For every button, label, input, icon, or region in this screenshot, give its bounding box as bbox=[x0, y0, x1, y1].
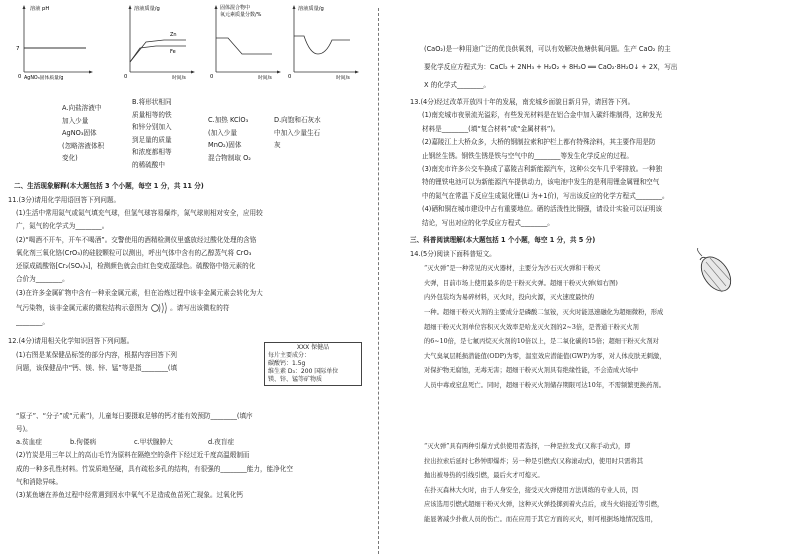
graph-d-ylabel: 溶液质量/g bbox=[298, 6, 324, 12]
q12-line: (3)某鱼塘在养鱼过程中经常遇到因水中氧气不足造成鱼苗死亡现象。过氧化钙 bbox=[16, 491, 243, 500]
q13-line: (4)硒和铜在城市建设中占有重要地位。硒的活泼性比铜强，请设计实验可以证明该 bbox=[422, 205, 663, 214]
graph-b-ylabel: 溶液质量/g bbox=[134, 6, 160, 12]
supplement-label-line: 镁、锌、锰等矿物质 bbox=[268, 376, 323, 383]
supplement-label-line: 维生素 D₃：200 国际单位 bbox=[268, 368, 339, 375]
option-a-line: (忽略溶液体积 bbox=[62, 141, 105, 150]
supplement-label bbox=[264, 342, 362, 386]
graph-b-origin: 0 bbox=[124, 74, 128, 80]
q12-line: 气和消除异味。 bbox=[16, 478, 63, 487]
option-a bbox=[62, 102, 104, 165]
section-3-heading: 三、科普阅读理解(本大题包括 1 个小题，每空 1 分，共 5 分) bbox=[410, 236, 596, 244]
option-c-line: MnO₂)固体 bbox=[208, 141, 242, 150]
graph-d-xlabel: 时间/s bbox=[336, 76, 350, 81]
q11-body bbox=[16, 207, 263, 329]
option-b-line: 和锌分别加入 bbox=[132, 123, 172, 132]
q11-line bbox=[16, 300, 263, 316]
section-2-heading: 二、生活现象解释(本大题包括 3 个小题，每空 1 分，共 11 分) bbox=[14, 182, 204, 190]
q14-para-1a bbox=[424, 262, 704, 306]
q11-line: (1)生活中常用氮气或氮气填充气球，但氢气球容易爆炸，氮气球则相对安全，应用较 bbox=[16, 209, 263, 217]
supplement-label-line: 碳酸钙：1.5g bbox=[268, 360, 306, 367]
graph-a-origin: 0 bbox=[18, 74, 22, 80]
q12-choice-d: d.夜盲症 bbox=[208, 438, 235, 447]
graph-c-ylabel: 固体混合物中 bbox=[220, 5, 251, 11]
q13-line: (3)南充市许多公交车换成了嘉陵吉利新能源汽车，这种公交车几乎零排放。一种独 bbox=[422, 165, 663, 174]
fire-extinguisher-ball-icon bbox=[694, 248, 738, 298]
q11-line-text: 气污染物，该非金属元素的微粒结构示意图为 bbox=[16, 304, 148, 313]
graph-a-xlabel: AgNO₃固体质量/g bbox=[24, 76, 64, 81]
q13-line: (1)南充城市夜景流光溢彩，有些发光材料是在铝合金中加入碳纤维制得，这种发光 bbox=[422, 111, 663, 120]
q12-choice-a: a.贫血症 bbox=[16, 438, 42, 447]
para-line: 应该选用引燃式超细干粉灭火弹，这种灭火弹投掷到着火点后，或当火焰接近等引燃， bbox=[424, 501, 664, 509]
option-b-line: B.将形状相同 bbox=[132, 98, 172, 106]
graph-a-yval: 7 bbox=[16, 46, 20, 52]
option-c-line: 混合物制取 O₂ bbox=[208, 153, 251, 162]
option-a-line: 加入少量 bbox=[62, 116, 89, 125]
supplement-label-line: 每片主要成分： bbox=[268, 352, 311, 359]
graph-b bbox=[116, 2, 196, 84]
q12-choice-b: b.佝偻病 bbox=[70, 438, 97, 447]
q12-line: 问题，该保健品中“钙、镁、锌、锰”等是指________(填 bbox=[16, 364, 178, 373]
para-line: 内外包装均为易碎材料，灭火时，投向火源，灭火速度最快的 bbox=[424, 294, 595, 302]
option-b-line: 质量相等的铁 bbox=[132, 110, 172, 119]
graph-c bbox=[202, 2, 282, 84]
q12-line: 成的一种多孔性材料。竹炭质地坚硬，具有疏松多孔的结构，有很强的________能力，能净化空 bbox=[16, 464, 293, 473]
option-b-line: 到足量的质量 bbox=[132, 135, 172, 144]
option-c bbox=[208, 114, 251, 164]
option-a-line: A.向盐溶液中 bbox=[62, 104, 102, 112]
supplement-label-title: XXX 保健品 bbox=[296, 344, 330, 351]
graph-d-origin: 0 bbox=[288, 74, 292, 80]
right-block-a bbox=[424, 40, 677, 94]
para-line: 在扑灭森林大火时，由于人身安全，接受灭火弹使用方法训练的专业人员，因 bbox=[424, 486, 639, 494]
q11-line: 氧化剂三氧化铬(CrO₃)的硅胶颗粒可以测出，呼出气体中含有的乙醇蒸气将 CrO₃ bbox=[16, 248, 252, 257]
para-line: 的6~10倍，是七氟丙烷灭火剂的10倍以上，是二氧化碳的15倍；超细干粉灭火剂对 bbox=[424, 338, 659, 346]
option-a-line: 变化) bbox=[62, 154, 78, 163]
q13-line: 止钢丝生锈。钢铁生锈是铁与空气中的________等发生化学反应的过程。 bbox=[422, 151, 633, 160]
graph-c-xlabel: 时间/s bbox=[258, 76, 272, 81]
option-d-line: D.向饱和石灰水 bbox=[274, 116, 321, 124]
q13-line: 结论，写出对应的化学反应方程式________。 bbox=[422, 218, 554, 227]
graph-b-series-zn: Zn bbox=[170, 32, 177, 38]
atom-structure-icon bbox=[150, 301, 168, 315]
graph-a-ylabel: 溶液 pH bbox=[30, 6, 50, 12]
q12-line: (2)竹炭是用三年以上的高山毛竹为原料在隔绝空的条件下经过近千度高温煅制而 bbox=[16, 451, 250, 460]
option-d-line: 灰 bbox=[274, 141, 281, 150]
q13-line: 中的氮气在常温下反应生成氮化锂(Li 为+1价)，写出该反应的化学方程式________。 bbox=[422, 191, 669, 200]
option-b bbox=[132, 96, 172, 172]
para-line: 抛出被导热的引线引燃，最后火才可熄灭。 bbox=[424, 472, 544, 480]
right-line: (CaO₂)是一种用途广泛的优良供氧剂，可以有效解决鱼塘供氧问题。生产 CaO₂ 的主 bbox=[424, 45, 671, 53]
option-c-line: C.加热 KClO₃ bbox=[208, 116, 249, 124]
option-d bbox=[274, 114, 321, 152]
graph-b-series-fe: Fe bbox=[170, 49, 176, 55]
q12-heading: 12.(4分)请用相关化学知识回答下列问题。 bbox=[8, 337, 134, 345]
q13-line: (2)嘉陵江上大桥众多，大桥的钢制拉索和护栏上都有特殊涂料，其主要作用是防 bbox=[422, 138, 656, 147]
para-line: 人员中毒或窒息死亡。同时，超细干粉灭火剂储存期限可达10年，不需频繁更换药剂。 bbox=[424, 381, 665, 389]
column-divider bbox=[378, 8, 379, 554]
q11-line: 广，氮气的化学式为________。 bbox=[16, 222, 109, 231]
q14-heading: 14.(5分)阅读下面科普短文。 bbox=[410, 250, 496, 258]
q14-para-1b bbox=[424, 306, 666, 394]
q11-line: ________。 bbox=[16, 318, 49, 327]
para-line: 火弹，目前市场上使用最多的是干粉灭火弹。超细干粉灭火弹(如右图) bbox=[424, 279, 618, 287]
q12-choices bbox=[16, 436, 370, 449]
right-line: 要化学反应方程式为：CaCl₂ + 2NH₃ + H₂O₂ + 8H₂O ══ CaO₂·8H₂O↓ + 2X，写出 bbox=[424, 63, 678, 71]
graph-b-xlabel: 时间/s bbox=[172, 76, 186, 81]
graph-a bbox=[10, 2, 96, 84]
q12-line: “原子”、“分子”或“元素”)，儿童每日要摄取足够的钙才能有效预防________(填序 bbox=[16, 411, 253, 420]
para-line: 对保护物无腐蚀，无毒无害；超细干粉灭火剂具有绝缘性能，不会造成火场中 bbox=[424, 367, 639, 375]
para-line: 能显著减少扑救人员的伤亡。而在应用于其它方面的灭火，则可根据场地情况选用， bbox=[424, 515, 657, 523]
para-line: 大气臭氧层耗损潜能值(ODP)为零，温室效应潜能值(GWP)为零，对人体皮肤无刺激， bbox=[424, 352, 666, 360]
q12-line: (1)右图是某保健品标签的部分内容，根据内容回答下列 bbox=[16, 351, 177, 359]
para-line: 一种。超细干粉灭火剂的主要成分是磷酸二氢铵，灭火时能迅速融化为超细微粉，形成 bbox=[424, 309, 664, 316]
para-line: 拉出拉索后延时七秒钟即爆炸；另一种是引燃式(又称滚动式)，使用时只需将其 bbox=[424, 457, 644, 465]
para-line: “灭火弹”是一种常见的灭火器材，主要分为沙石灭火弹和干粉灭 bbox=[424, 265, 601, 272]
graph-c-ylabel2: 氧元素质量分数/% bbox=[220, 12, 262, 18]
q13-line: 13.(4分)经过改革开放四十年的发展，南充城乡面貌日新月异，请回答下列。 bbox=[410, 98, 635, 106]
q13-line: 材料是________(填“复合材料”或“金属材料”)。 bbox=[422, 124, 560, 133]
q13-block bbox=[410, 96, 669, 230]
q13-line: 特的锂铁电池可以为新能源汽车提供动力，该电池中发生的是利用锂金属锂和空气 bbox=[422, 178, 660, 187]
option-c-line: (加入少量 bbox=[208, 128, 237, 137]
para-line: 超细干粉灭火剂单位容积灭火效率是哈龙灭火剂的2~3倍，是普通干粉灭火剂 bbox=[424, 323, 639, 331]
option-d-line: 中加入少量生石 bbox=[274, 128, 321, 137]
option-a-line: AgNO₃固体 bbox=[62, 129, 97, 138]
q11-line-tail: 。请写出该微粒的符 bbox=[170, 304, 230, 313]
q14-para-2 bbox=[424, 440, 663, 528]
q11-line: 合价为________。 bbox=[16, 275, 69, 284]
q11-heading: 11.(3分)请用化学用语回答下列问题。 bbox=[8, 196, 121, 204]
q11-line: 还原成硫酸铬[Cr₂(SO₄)₃]，检测颜色就会由红色变成蓝绿色。硫酸铬中铬元素的化 bbox=[16, 262, 256, 271]
q11-line: (2)“喝酒不开车，开车不喝酒”。交警使用的酒精检测仪里盛放经过酸化处理的含铬 bbox=[16, 235, 257, 244]
graph-d bbox=[280, 2, 360, 84]
graph-c-origin: 0 bbox=[210, 74, 214, 80]
q12-line: 号)。 bbox=[16, 424, 32, 433]
q11-line: (3)在许多金属矿物中含有一种汞金属元素，但在冶炼过程中该非金属元素会转化为大 bbox=[16, 288, 263, 297]
option-b-line: 的稀硫酸中 bbox=[132, 160, 165, 169]
para-line: “灭火弹”具有两种引爆方式供使用者选择，一种是拉发式(又称手动式)，即 bbox=[424, 443, 631, 450]
option-b-line: 和浓度都相等 bbox=[132, 148, 172, 157]
right-line: X 的化学式________。 bbox=[424, 81, 490, 89]
q12-choice-c: c.甲状腺肿大 bbox=[134, 438, 173, 447]
